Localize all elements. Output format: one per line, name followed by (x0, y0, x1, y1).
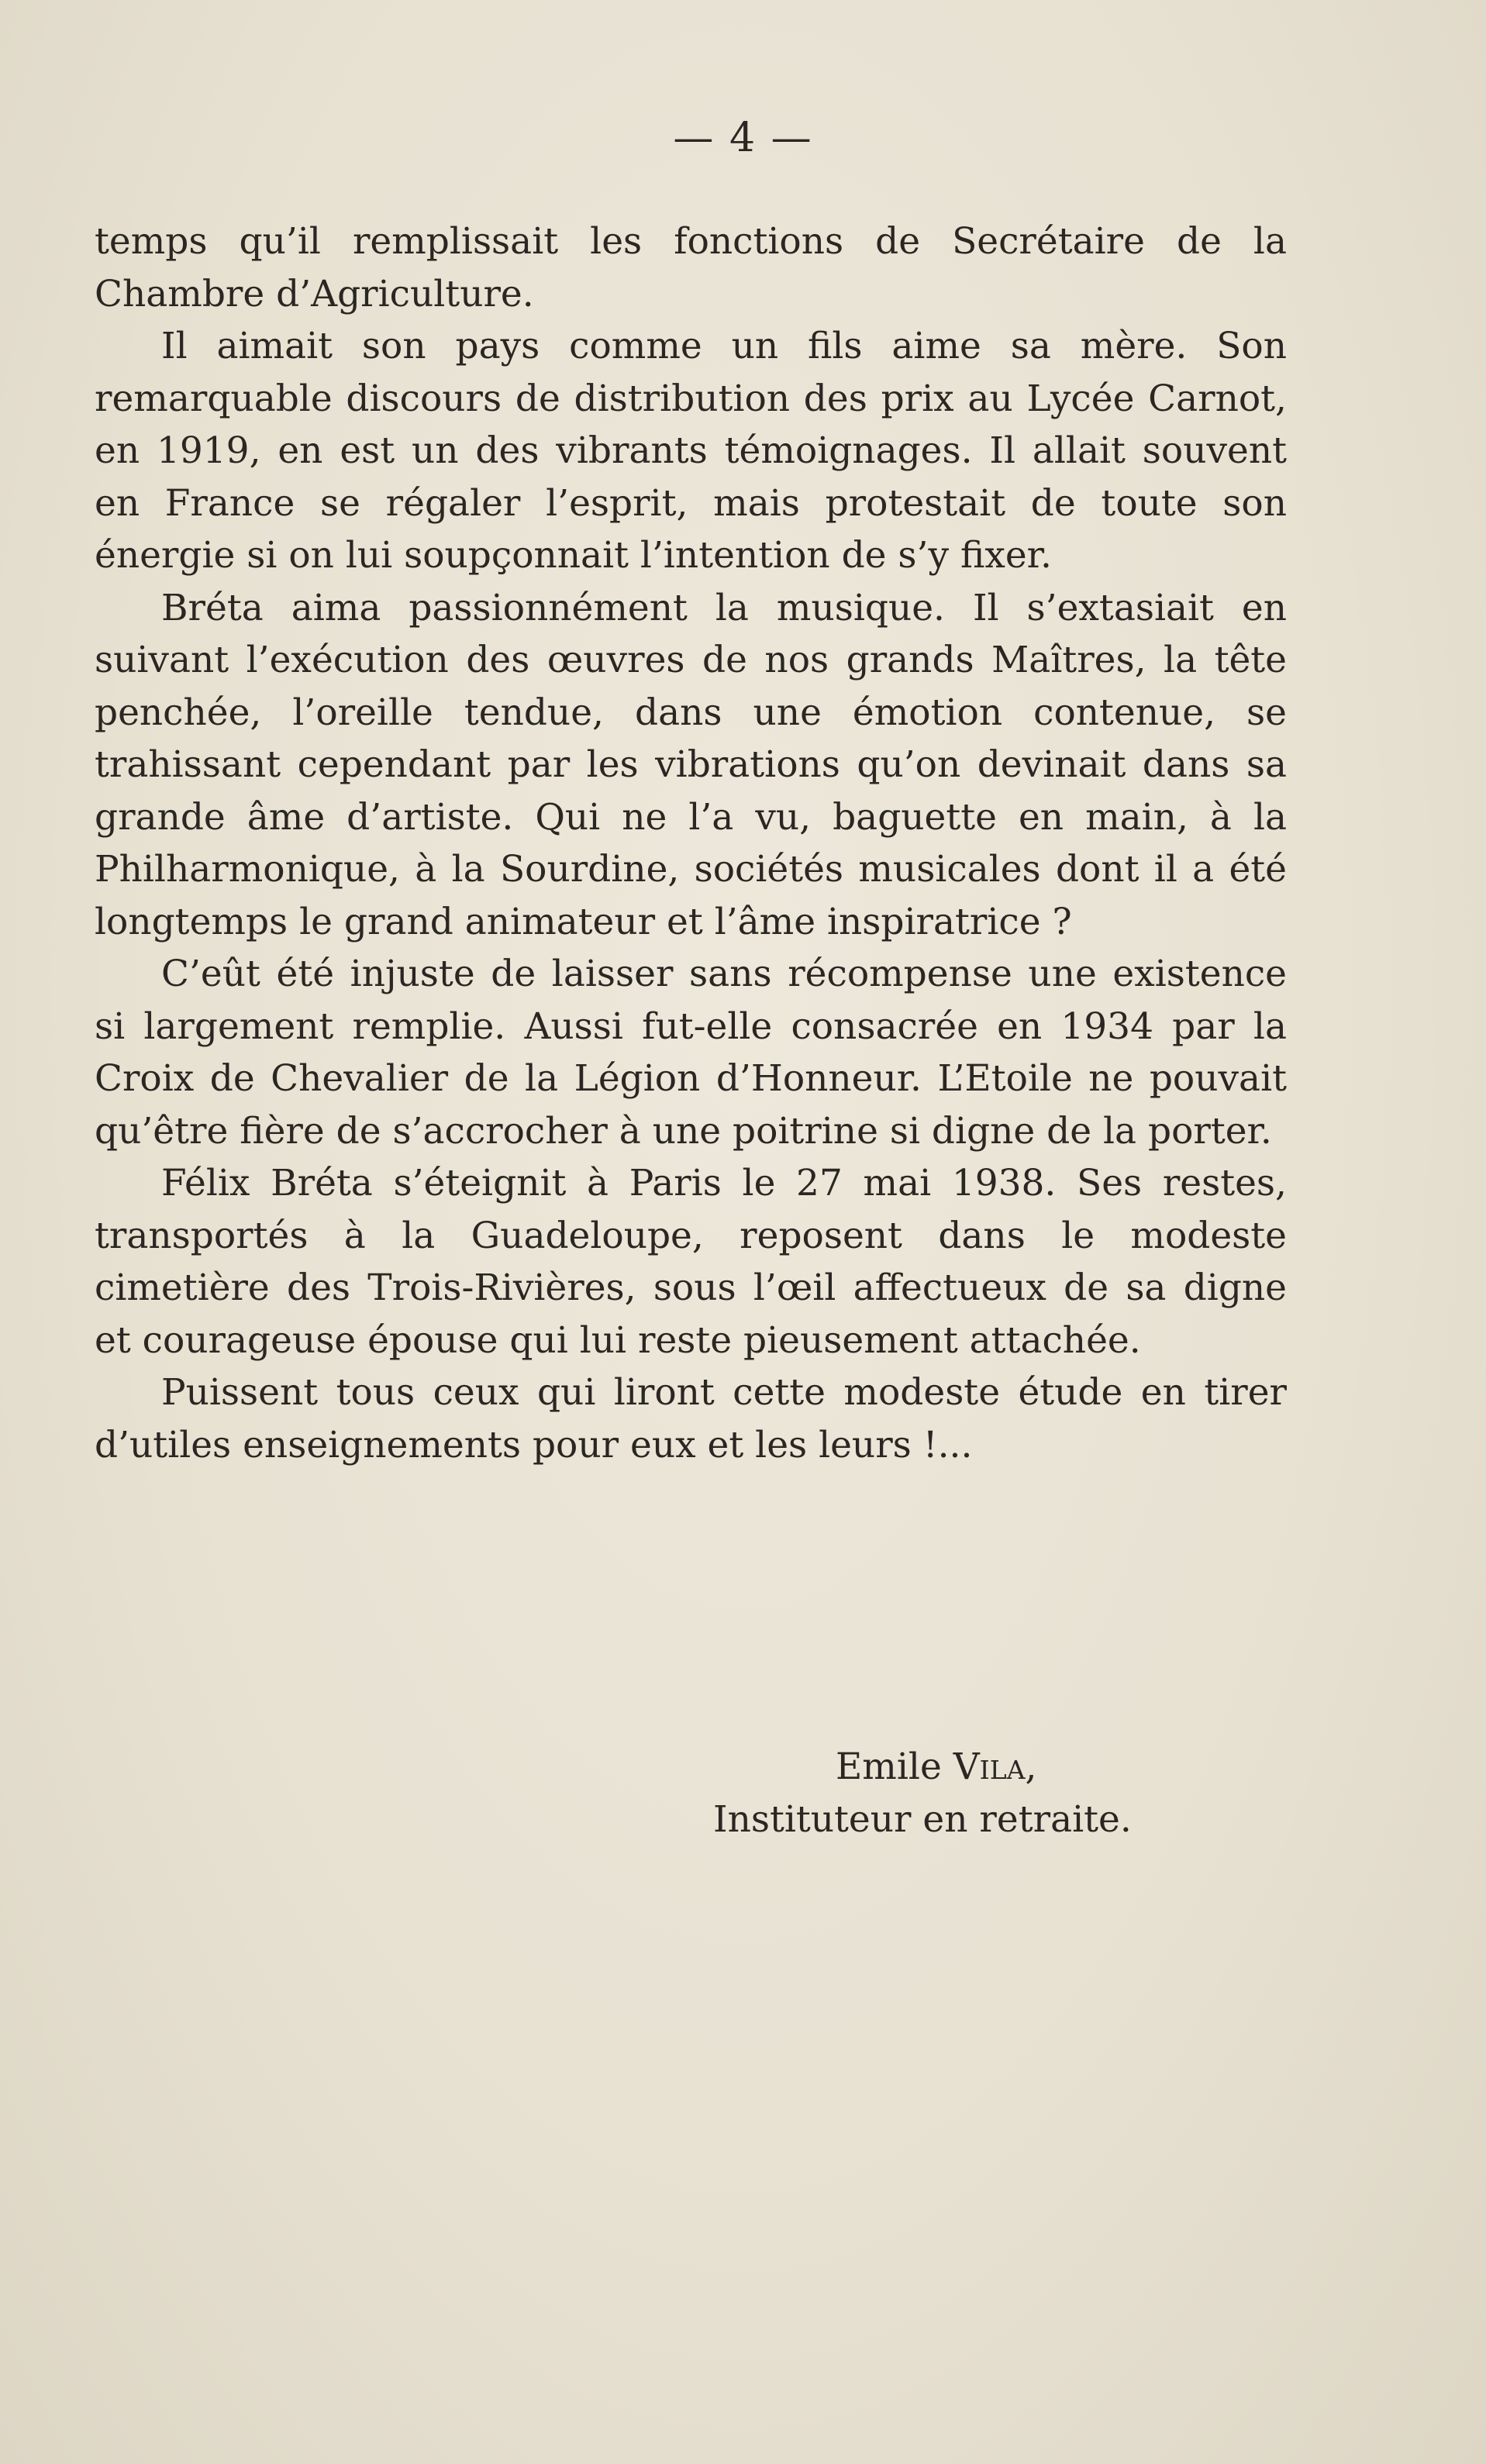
paragraph-music: Bréta aima passionnément la musique. Il s’extasiait en suivant l’exécution des œuvres de nos grands Maîtres, la tête penchée, l’oreille tendue, dans une émotion contenue, se trahissant cependant par les vibrations qu’on devinait dans sa grande âme d’artiste. Qui ne l’a vu, baguette en main, à la Philharmonique, à la Sourdine, sociétés musicales dont il a été longtemps le grand animateur et l’âme inspiratrice ? (95, 586, 1287, 943)
author-name (713, 1741, 1302, 1794)
paragraph-patriotism: Il aimait son pays comme un fils aime sa mère. Son remarquable discours de distribution des prix au Lycée Carnot, en 1919, en est un des vibrants témoignages. Il allait souvent en France se régaler l’esprit, mais protestait de toute son énergie si on lui soupçonnait l’intention de s’y fixer. (95, 325, 1287, 577)
signature-block (713, 1741, 1302, 1845)
author-first-name: Emile (836, 1745, 942, 1788)
paragraph-closing: Puissent tous ceux qui liront cette modeste étude en tirer d’utiles enseignements pour eux et les leurs !... (95, 1371, 1287, 1466)
body-text (95, 215, 1287, 1471)
paragraph-continuation: temps qu’il remplissait les fonctions de Secrétaire de la Chambre d’Agriculture. (95, 220, 1287, 315)
paragraph-death: Félix Bréta s’éteignit à Paris le 27 mai 1938. Ses restes, transportés à la Guadeloupe, reposent dans le modeste cimetière des Trois-Rivières, sous l’œil affectueux de sa digne et courageuse épouse qui lui reste pieusement attachée. (95, 1162, 1287, 1362)
author-last-name: Vila, (953, 1745, 1037, 1788)
author-title: Instituteur en retraite. (713, 1797, 1132, 1841)
page-number: — 4 — (673, 115, 813, 161)
paragraph-legion-honneur: C’eût été injuste de laisser sans récompense une existence si largement remplie. Aussi fut-elle consacrée en 1934 par la Croix de Chevalier de la Légion d’Honneur. L’Etoile ne pouvait qu’être fière de s’accrocher à une poitrine si digne de la porter. (95, 953, 1287, 1153)
